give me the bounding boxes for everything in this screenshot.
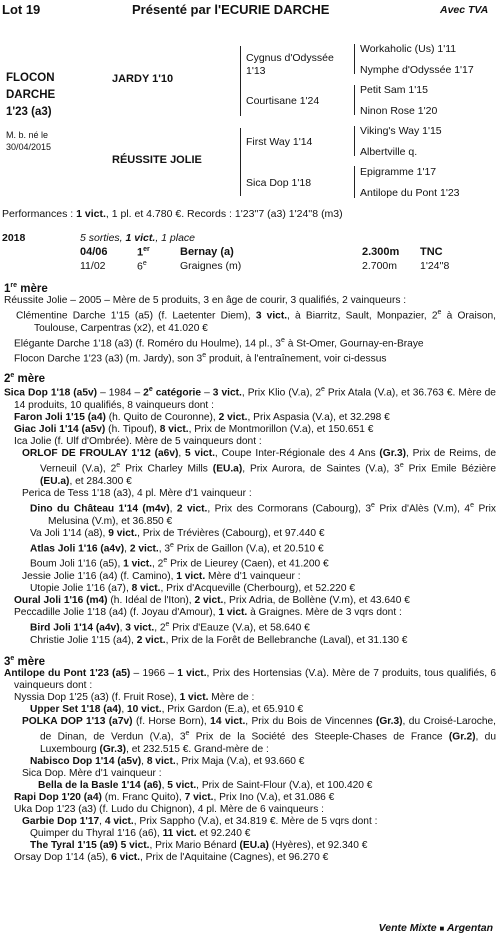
upper-set — [4, 704, 496, 716]
our-b: (h. Idéal de l'Iton), — [107, 594, 195, 606]
mere1-title — [4, 280, 496, 295]
faron-d: , Prix Aspasia (V.a), et 32.298 € — [247, 412, 390, 424]
atlas — [4, 540, 496, 555]
quimper — [4, 828, 496, 840]
nab-a: Nabisco Dop 1'14 (a5v) — [30, 755, 142, 767]
season-sorties: 5 sorties, — [80, 232, 126, 244]
polka — [4, 716, 496, 756]
g2-c: Petit Sam 1'15 — [360, 84, 428, 96]
dino-d: , Prix des Cormorans (Cabourg), 3 — [207, 503, 372, 515]
g2-g: Epigramme 1'17 — [360, 166, 437, 178]
garbie — [4, 816, 496, 828]
utopie — [4, 583, 496, 595]
faron-c: 2 vict. — [218, 412, 248, 424]
dino-esup: e — [470, 502, 475, 510]
perf-label: Performances : — [2, 208, 77, 220]
m2-l1h: Prix Atala (V.a), et 36.763 €. Mère de 14 produits, 10 qualifiés, 8 vainqueurs dont : — [14, 387, 496, 411]
ups-c: 10 vict. — [127, 703, 162, 715]
pec-a: Peccadille Jolie 1'18 (a4) (f. Joyau d'Amour), — [14, 607, 219, 619]
ups-b: , — [121, 703, 127, 715]
orl-a: ORLOF DE FROULAY 1'12 (a6v) — [22, 448, 179, 460]
p2sup: e — [280, 336, 285, 344]
footer-left: Vente Mixte — [378, 922, 437, 934]
race-row-1-time: TNC — [420, 246, 443, 258]
uto-c: , Prix d'Acqueville (Cherbourg), et 52.220 € — [160, 582, 355, 594]
rap-c: 7 vict. — [184, 791, 214, 803]
race-row-2-dist: 2.700m — [362, 260, 398, 272]
uto-b: 8 vict. — [131, 582, 161, 594]
sire: JARDY 1'10 — [112, 73, 174, 85]
race-row-1-dist: 2.300m — [362, 246, 400, 258]
m2-l1d: catégorie — [152, 387, 202, 399]
nys-c: Mère de : — [208, 691, 255, 703]
p1d: à Oraison, Toulouse, Carpentras (x2), et 41.020 € — [34, 310, 496, 334]
nyssia — [4, 692, 496, 704]
g2-e: Viking's Way 1'15 — [360, 125, 442, 137]
perf-vict: 1 vict. — [76, 208, 106, 220]
g2-f: Albertville q. — [360, 146, 418, 158]
season-summary — [80, 232, 195, 244]
the-tyral — [4, 840, 496, 852]
ica: Ica Jolie (f. Ulf d'Ombrée). Mère de 5 vainqueurs dont : — [14, 436, 262, 448]
orlof — [4, 448, 496, 488]
boum-a: Boum Joli 1'16 (a5), — [30, 558, 124, 570]
faron — [4, 412, 496, 424]
mere1-prod2 — [4, 335, 496, 350]
ups-d: , Prix Gardon (E.a), et 65.910 € — [161, 703, 304, 715]
nab-c: 8 vict. — [146, 755, 176, 767]
qui-a: Quimper du Thyral 1'16 (a6), — [30, 828, 163, 840]
chr-a: Christie Jolie 1'15 (a4), — [30, 634, 137, 646]
maternal-line — [4, 280, 496, 865]
pec-c: à Graignes. Mère de 3 vqrs dont : — [247, 607, 402, 619]
race-row-1-track: Bernay (a) — [180, 246, 234, 258]
uka: Uka Dop 1'23 (a3) (f. Ludo du Chignon), 4 pl. Mère de 6 vainqueurs : — [14, 804, 325, 816]
bracket-g1c — [354, 126, 355, 156]
race-row-2-place — [137, 260, 147, 273]
giac-c: 8 vict. — [159, 424, 189, 436]
ors-b: 6 vict. — [111, 852, 140, 864]
p1sup: e — [437, 309, 442, 317]
footer-right: Argentan — [446, 922, 493, 934]
bel-c: 5 vict. — [167, 779, 197, 791]
orl-c: 5 vict. — [185, 448, 215, 460]
our-a: Oural Joli 1'16 (m4) — [14, 594, 108, 606]
bel-a: Bella de la Basle 1'14 (a6) — [38, 779, 162, 791]
nabisco — [4, 756, 496, 768]
atl-e: Prix de Gaillon (V.a), et 20.510 € — [173, 543, 324, 555]
va-joli — [4, 528, 496, 540]
mere1-num: 1 — [4, 282, 11, 295]
bird-c: 3 vict. — [125, 622, 155, 634]
bella — [4, 780, 496, 792]
qui-b: 11 vict. — [162, 828, 197, 840]
rapi — [4, 792, 496, 804]
orl-b: , — [178, 448, 186, 460]
presenter: Présenté par l'ECURIE DARCHE — [132, 2, 330, 17]
race-row-1-date: 04/06 — [80, 246, 108, 258]
g1-sire-sire-1: Cygnus d'Odyssée — [246, 52, 334, 64]
bird-b: , — [119, 622, 126, 634]
bel-b: , — [161, 779, 168, 791]
atl-c: 2 vict. — [129, 543, 159, 555]
atl-a: Atlas Joli 1'16 (a4v) — [30, 543, 125, 555]
tyr-a: The Tyral 1'15 (a9) — [30, 840, 118, 852]
g1-dam-dam: Sica Dop 1'18 — [246, 177, 312, 189]
pol-k: , et 232.515 €. Grand-mère de : — [126, 743, 269, 755]
atl-d: , 3 — [158, 543, 171, 555]
gar-d: , Prix Sappho (V.a), et 34.819 €. Mère de 5 vqrs dont : — [133, 816, 378, 828]
performances — [2, 208, 343, 220]
va-c: , Prix de Trévières (Cabourg), et 97.440 € — [137, 527, 325, 539]
horse-birth-1: M. b. né le — [6, 130, 49, 140]
dino-b: , — [169, 503, 177, 515]
dino — [4, 500, 496, 528]
gar-b: , — [99, 816, 105, 828]
oural — [4, 595, 496, 607]
pol-j: (Gr.3) — [99, 743, 127, 755]
pol-b: (f. Horse Born), — [132, 716, 211, 727]
g2-b: Nymphe d'Odyssée 1'17 — [360, 64, 474, 76]
giac-d: , Prix de Montmorillon (V.a), et 150.651 € — [188, 424, 374, 436]
qui-c: et 92.240 € — [196, 828, 251, 840]
ups-a: Upper Set 1'18 (a4) — [30, 703, 122, 715]
race-row-2-sup: e — [142, 260, 147, 267]
orl-d: , Coupe Inter-Régionale des 4 Ans — [214, 448, 380, 460]
boum-csup: e — [163, 557, 168, 565]
tva-label: Avec TVA — [440, 4, 489, 16]
p2b: à St-Omer, Gournay-en-Braye — [284, 337, 424, 349]
nab-b: , — [141, 755, 147, 767]
gar-c: 4 vict. — [104, 816, 134, 828]
ors-c: , Prix de l'Aquitaine (Cagnes), et 96.270 € — [139, 852, 329, 864]
m3-l1c: 1 vict. — [177, 667, 207, 679]
bird — [4, 619, 496, 634]
orsay — [4, 852, 496, 864]
orl-f: , Prix de Reims, de Verneuil (V.a), 2 — [40, 448, 497, 475]
peccadille — [4, 607, 496, 619]
m3-l1a: Antilope du Pont 1'23 (a5) — [4, 667, 131, 679]
rap-b: (m. Franc Quito), — [101, 791, 185, 803]
bel-d: , Prix de Saint-Flour (V.a), et 100.420 € — [196, 779, 373, 791]
footer-separator-icon: ■ — [439, 924, 445, 933]
bird-a: Bird Joli 1'14 (a4v) — [30, 622, 120, 634]
giac-a: Giac Joli 1'14 (a5v) — [14, 424, 106, 436]
season-year: 2018 — [2, 232, 26, 244]
ors-a: Orsay Dop 1'14 (a5), — [14, 852, 112, 864]
p1b: 3 vict. — [255, 310, 288, 322]
lot-number: Lot 19 — [2, 2, 41, 17]
dino-e: Prix d'Alès (V.m), 4 — [374, 503, 471, 515]
dino-c: 2 vict. — [176, 503, 208, 515]
giac-b: (h. Tipouf), — [105, 424, 160, 436]
race-row-2-rank: 6 — [137, 260, 143, 273]
g1-dam-sire: First Way 1'14 — [246, 136, 313, 148]
p1c: , à Biarritz, Sault, Monpazier, 2 — [287, 310, 438, 322]
race-row-1-sup: er — [143, 246, 150, 253]
atl-b: , — [124, 543, 130, 555]
p1a: Clémentine Darche 1'15 (a5) (f. Laetenter Diem), — [16, 310, 256, 322]
bracket-sire — [240, 46, 241, 116]
jes-b: 1 vict. — [176, 570, 206, 582]
season-vict: 1 vict. — [125, 232, 156, 244]
atl-dsup: e — [170, 541, 174, 549]
orl-isup: e — [399, 462, 404, 470]
mere2-num: 2 — [4, 372, 11, 385]
orl-l: , et 284.300 € — [69, 475, 132, 487]
bracket-dam — [240, 128, 241, 196]
race-row-2-track: Graignes (m) — [180, 260, 242, 272]
boum-d: Prix de Lieurey (Caen), et 41.200 € — [167, 558, 329, 570]
g2-h: Antilope du Pont 1'23 — [360, 187, 460, 199]
jes-c: Mère d'1 vainqueur : — [205, 570, 301, 582]
uto-a: Utopie Jolie 1'16 (a7), — [30, 582, 132, 594]
mere3-num: 3 — [4, 655, 11, 668]
perf-rest: , 1 pl. et 4.780 €. Records : 1'23''7 (a3) 1'24''8 (m3) — [105, 208, 343, 220]
mere3-title — [4, 653, 496, 668]
tyr-c: 5 vict. — [120, 840, 150, 852]
dino-a: Dino du Château 1'14 (m4v) — [30, 503, 170, 515]
nys-b: 1 vict. — [179, 691, 209, 703]
pol-h: (Gr.2) — [448, 731, 476, 743]
dino-f: Prix Melusina (V.m), et 36.850 € — [48, 503, 496, 527]
m2-l1f: 3 vict. — [212, 387, 242, 399]
pol-a: POLKA DOP 1'13 (a7v) — [22, 716, 133, 727]
orl-g: Prix Charley Mills — [120, 463, 213, 475]
jessie — [4, 571, 496, 583]
our-c: 2 vict. — [194, 594, 224, 606]
chr-c: , Prix de la Forêt de Bellebranche (Laval), et 31.130 € — [165, 634, 408, 646]
mere3-word: mère — [14, 655, 45, 668]
bracket-g1b — [354, 85, 355, 115]
dam: RÉUSSITE JOLIE — [112, 154, 202, 166]
nys-a: Nyssia Dop 1'25 (a3) (f. Fruit Rose), — [14, 691, 180, 703]
pol-g: Prix de la Société des Steeple-Chases de France — [189, 731, 449, 743]
pol-e: (Gr.3) — [375, 716, 403, 727]
m2-l1gsup: e — [320, 386, 325, 394]
faron-a: Faron Joli 1'15 (a4) — [14, 412, 106, 424]
g2-d: Ninon Rose 1'20 — [360, 105, 438, 117]
mere2-intro — [4, 384, 496, 412]
giac — [4, 424, 496, 436]
mere2-word: mère — [14, 372, 45, 385]
mere2-sup: e — [10, 371, 15, 379]
p3b: produit, à l'entraînement, voir ci-dessus — [206, 353, 387, 365]
p2a: Elégante Darche 1'18 (a3) (f. Roméro du Houlme), 14 pl., 3 — [14, 337, 281, 349]
mere1-word: mère — [17, 282, 48, 295]
boum-b: 1 vict. — [123, 558, 153, 570]
pol-c: 14 vict. — [210, 716, 246, 727]
pol-fsup: e — [185, 730, 190, 738]
m2-l1c: 2 — [143, 387, 149, 399]
perica: Perica de Tess 1'18 (a3), 4 pl. Mère d'1 vainqueur : — [22, 488, 252, 500]
race-row-2-time: 1'24''8 — [420, 260, 450, 272]
bird-d: , 2 — [154, 622, 166, 634]
horse-name-1: FLOCON — [6, 72, 55, 84]
m3-l1d: , Prix des Hortensias (V.a). Mère de 7 produits, tous qualifiés, 6 vainqueurs dont : — [14, 667, 496, 691]
m2-l1csup: e — [148, 386, 153, 394]
mere2-title — [4, 370, 496, 385]
pol-i: , du Luxembourg — [40, 731, 496, 755]
m3-l1b: – 1966 – — [130, 667, 178, 679]
pol-d: , Prix du Bois de Vincennes — [245, 716, 376, 727]
christie — [4, 635, 496, 647]
bracket-g1a — [354, 44, 355, 74]
faron-b: (h. Quito de Couronne), — [105, 412, 219, 424]
mere1-intro: Réussite Jolie – 2005 – Mère de 5 produits, 3 en âge de courir, 3 qualifiés, 2 vainqueurs : — [4, 294, 407, 306]
our-d: , Prix Adria, de Bollène (V.m), et 43.640 € — [223, 594, 410, 606]
tyr-f: (Hyères), et 92.340 € — [268, 840, 368, 852]
rap-d: , Prix Ino (V.a), et 31.086 € — [213, 791, 335, 803]
pec-b: 1 vict. — [218, 607, 248, 619]
pol-f: , du Croisé-Laroche, de Dinan, de Verdun (V.a), 3 — [40, 716, 496, 743]
orl-fsup: e — [116, 462, 121, 470]
jes-a: Jessie Jolie 1'16 (a4) (f. Camino), — [22, 570, 177, 582]
mere1-prod3 — [4, 350, 496, 365]
boum — [4, 555, 496, 570]
g1-sire-dam: Courtisane 1'24 — [246, 95, 320, 107]
chr-b: 2 vict. — [136, 634, 166, 646]
race-row-1-place — [137, 246, 150, 259]
mere1-prod1 — [4, 307, 496, 335]
orl-j: Prix Emile Bézière — [403, 463, 496, 475]
mere3-sup: e — [10, 654, 15, 662]
m2-l1b: – 1984 – — [97, 387, 144, 399]
nab-d: , Prix Maja (V.a), et 93.660 € — [175, 755, 305, 767]
tyr-d: , Prix Mario Bénard — [149, 840, 240, 852]
orl-e: (Gr.3) — [379, 448, 407, 460]
g1-sire-sire-2: 1'13 — [246, 65, 266, 77]
race-row-1-rank: 1 — [137, 246, 144, 259]
va-a: Va Joli 1'14 (a8), — [30, 527, 109, 539]
orl-h: (EU.a) — [212, 463, 243, 475]
gar-a: Garbie Dop 1'17 — [22, 816, 100, 828]
m2-l1e: – — [201, 387, 213, 399]
horse-birth-2: 30/04/2015 — [6, 142, 52, 152]
p3sup: e — [202, 352, 207, 360]
sica-dop: Sica Dop. Mère d'1 vainqueur : — [22, 767, 162, 779]
va-b: 9 vict. — [108, 527, 138, 539]
race-row-2-date: 11/02 — [80, 260, 106, 272]
season-place: , 1 place — [155, 232, 196, 244]
g2-a: Workaholic (Us) 1'11 — [360, 43, 457, 55]
m2-l1g: , Prix Klio (V.a), 2 — [241, 387, 321, 399]
mere3-intro — [4, 668, 496, 692]
footer — [379, 922, 493, 934]
bracket-g1d — [354, 166, 355, 198]
tyr-e: (EU.a) — [239, 840, 269, 852]
p3a: Flocon Darche 1'23 (a3) (m. Jardy), son 3 — [14, 353, 203, 365]
bird-dsup: e — [165, 621, 170, 629]
bird-e: Prix d'Eauze (V.a), et 58.640 € — [169, 622, 310, 634]
horse-name-2: DARCHE — [6, 89, 56, 101]
boum-c: , 2 — [152, 558, 164, 570]
orl-k: (EU.a) — [40, 475, 70, 487]
horse-record: 1'23 (a3) — [6, 106, 52, 118]
rap-a: Rapi Dop 1'20 (a4) — [14, 791, 102, 803]
m2-l1a: Sica Dop 1'18 (a5v) — [4, 387, 98, 399]
dino-dsup: e — [371, 502, 375, 510]
mere1-sup: re — [10, 282, 18, 289]
orl-i: , Prix Aurora, de Saintes (V.a), 3 — [242, 463, 400, 475]
